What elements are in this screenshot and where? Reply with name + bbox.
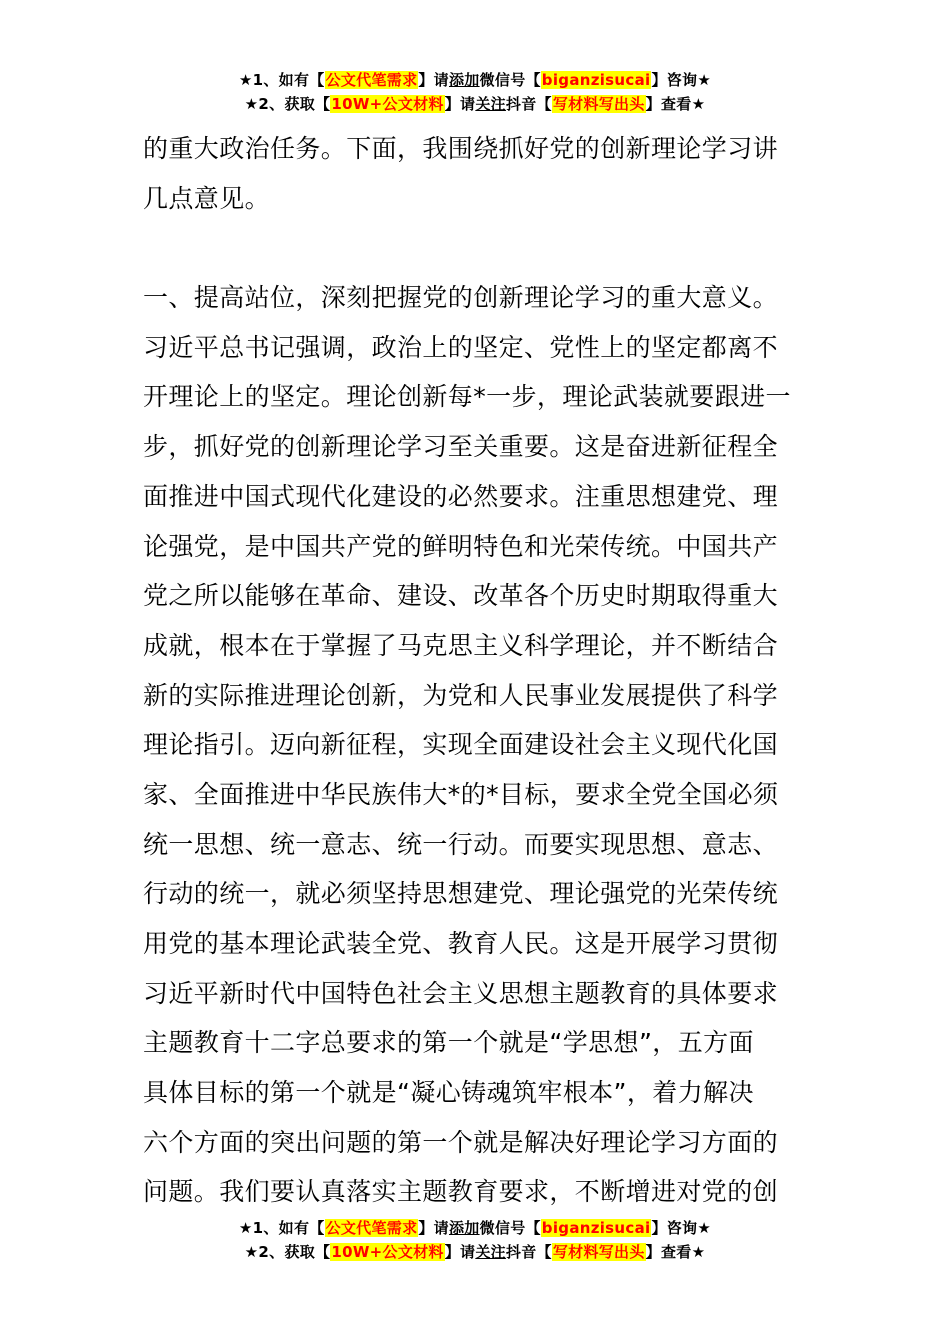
body-line: 论强党，是中国共产党的鲜明特色和光荣传统。中国共产 [143, 531, 779, 561]
banner-underline-add: 添加 [448, 1219, 480, 1237]
banner-text: 】咨询★ [651, 1219, 712, 1237]
banner-underline-follow: 关注 [475, 95, 506, 113]
banner-text: ★1、如有【 [238, 71, 325, 89]
body-line: 行动的统一，就必须坚持思想建党、理论强党的光荣传统 [143, 879, 779, 909]
body-line: 新的实际推进理论创新，为党和人民事业发展提供了科学 [143, 680, 779, 710]
body-line: 统一思想、统一意志、统一行动。而要实现思想、意志、 [143, 829, 779, 859]
banner-highlight-douyin: 写材料写出头 [552, 1243, 645, 1261]
banner-line-1 [0, 68, 950, 92]
banner-text: 微信号【 [479, 1219, 541, 1237]
banner-text: 】请 [418, 71, 449, 89]
banner-text: 】查看★ [645, 1243, 706, 1261]
banner-highlight-douyin: 写材料写出头 [552, 95, 645, 113]
banner-highlight-wechat-id: biganzisucai [541, 71, 651, 89]
body-line: 六个方面的突出问题的第一个就是解决好理论学习方面的 [143, 1127, 779, 1157]
body-line: 具体目标的第一个就是“凝心铸魂筑牢根本”，着力解决 [143, 1078, 754, 1108]
banner-text: ★1、如有【 [238, 1219, 325, 1237]
body-line: 主题教育十二字总要求的第一个就是“学思想”，五方面 [143, 1028, 754, 1058]
banner-highlight-materials: 10W+公文材料 [331, 95, 444, 113]
footer-banner [0, 1216, 950, 1264]
header-banner [0, 68, 950, 116]
banner-text: 抖音【 [505, 95, 552, 113]
document-body [143, 124, 813, 1217]
paragraph-gap [143, 223, 813, 273]
body-line: 开理论上的坚定。理论创新每*一步，理论武装就要跟进一 [143, 382, 791, 412]
section-heading: 一、提高站位，深刻把握党的创新理论学习的重大意义。 [143, 283, 779, 313]
banner-highlight-wechat-id: biganzisucai [541, 1219, 651, 1237]
banner-text: 】请 [418, 1219, 449, 1237]
body-line: 理论指引。迈向新征程，实现全面建设社会主义现代化国 [143, 730, 779, 760]
body-line: 成就，根本在于掌握了马克思主义科学理论，并不断结合 [143, 630, 779, 660]
banner-highlight-service: 公文代笔需求 [325, 1219, 418, 1237]
banner-line-2 [0, 92, 950, 116]
banner-text: 抖音【 [505, 1243, 552, 1261]
body-line: 家、全面推进中华民族伟大*的*目标，要求全党全国必须 [143, 779, 779, 809]
banner-underline-follow: 关注 [475, 1243, 506, 1261]
body-line: 问题。我们要认真落实主题教育要求，不断增进对党的创 [143, 1177, 779, 1207]
banner-text: 】请 [444, 1243, 476, 1261]
body-line: 习近平总书记强调，政治上的坚定、党性上的坚定都离不 [143, 332, 779, 362]
banner-text: 】请 [444, 95, 476, 113]
body-line: 用党的基本理论武装全党、教育人民。这是开展学习贯彻 [143, 929, 779, 958]
body-line: 的重大政治任务。下面，我围绕抓好党的创新理论学习讲 [143, 134, 779, 163]
body-line: 几点意见。 [143, 183, 271, 213]
banner-text: 】咨询★ [651, 71, 712, 89]
banner-line-2 [0, 1240, 950, 1264]
body-line: 习近平新时代中国特色社会主义思想主题教育的具体要求 [143, 978, 779, 1008]
body-line: 面推进中国式现代化建设的必然要求。注重思想建党、理 [143, 481, 779, 511]
body-line: 党之所以能够在革命、建设、改革各个历史时期取得重大 [143, 581, 779, 611]
banner-text: ★2、获取【 [244, 95, 331, 113]
banner-line-1 [0, 1216, 950, 1240]
banner-highlight-materials: 10W+公文材料 [331, 1243, 444, 1261]
banner-underline-add: 添加 [448, 71, 480, 89]
banner-highlight-service: 公文代笔需求 [325, 71, 418, 89]
banner-text: ★2、获取【 [244, 1243, 331, 1261]
banner-text: 微信号【 [479, 71, 541, 89]
banner-text: 】查看★ [645, 95, 706, 113]
body-line: 步，抓好党的创新理论学习至关重要。这是奋进新征程全 [143, 432, 779, 462]
